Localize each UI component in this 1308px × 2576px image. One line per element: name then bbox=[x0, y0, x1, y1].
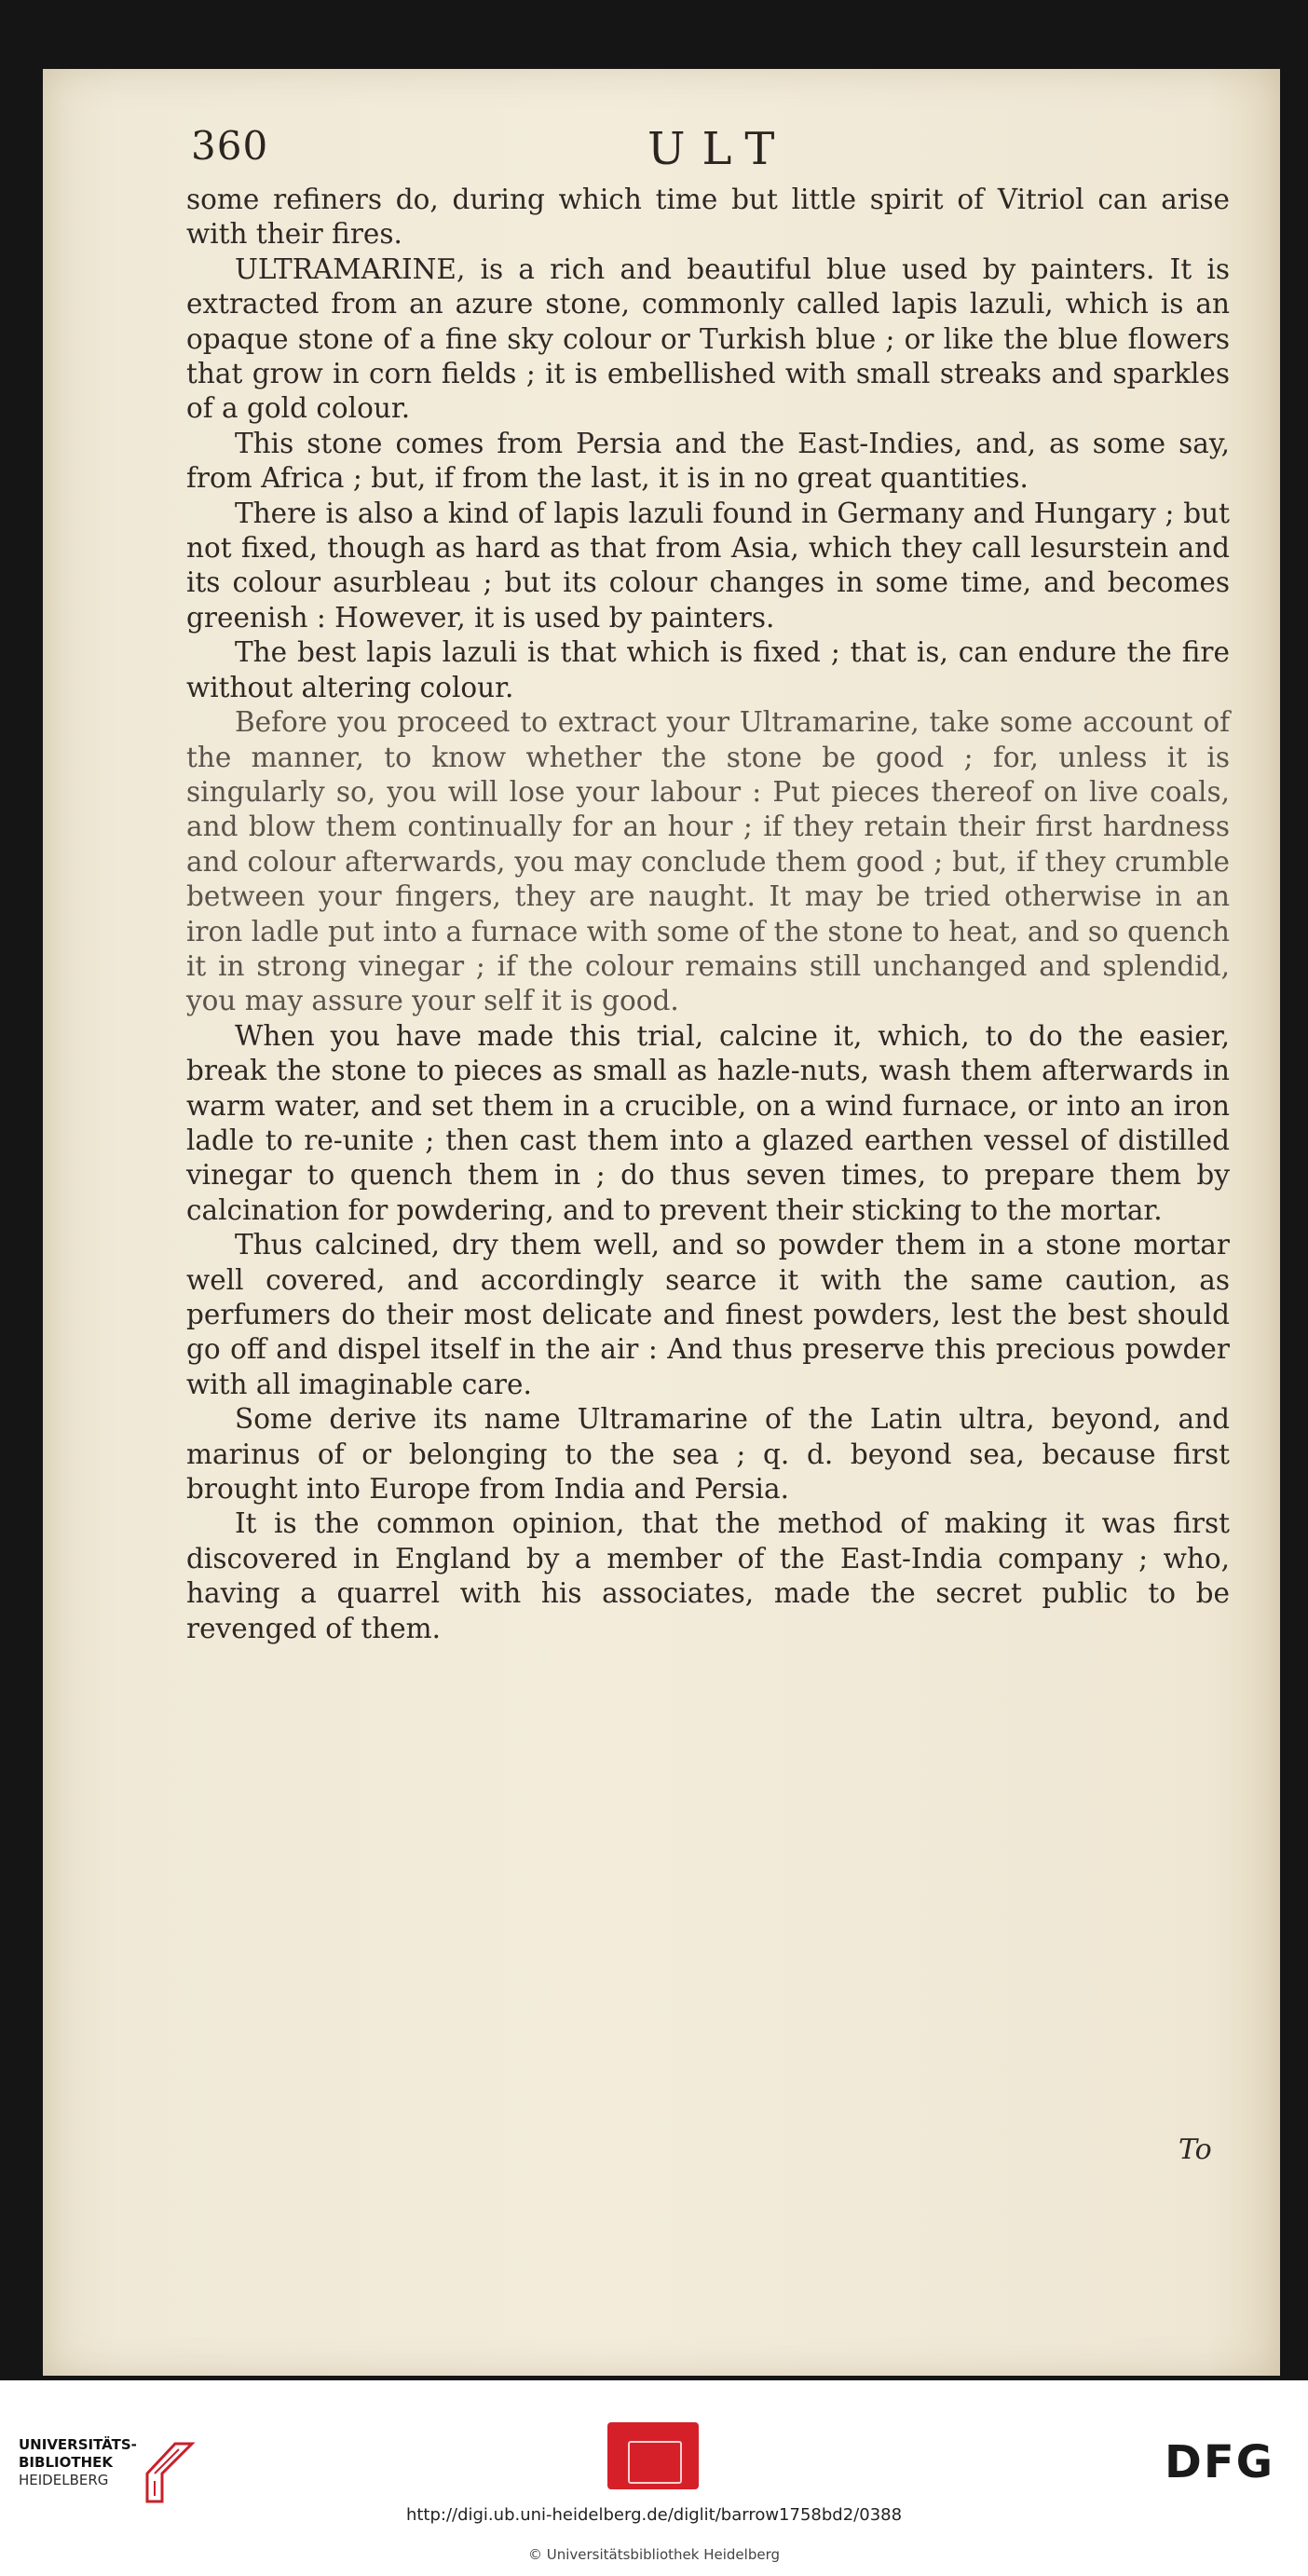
permalink-url[interactable]: http://digi.ub.uni-heidelberg.de/diglit/barrow1758bd2/0388 bbox=[405, 2505, 903, 2525]
emblem-frame bbox=[628, 2441, 682, 2484]
library-name bbox=[19, 2436, 140, 2489]
library-mark-icon bbox=[140, 2436, 196, 2505]
paragraph-best-lapis: The best lapis lazuli is that which is fixed ; that is, can endure the fire without altering colour. bbox=[186, 636, 1230, 703]
dfg-logo-icon[interactable] bbox=[1165, 2438, 1286, 2483]
copyright-notice: © Universitätsbibliothek Heidelberg bbox=[527, 2546, 780, 2563]
catchword: To bbox=[1179, 2133, 1212, 2166]
library-name-line3: HEIDELBERG bbox=[19, 2472, 109, 2488]
paragraph-ultramarine: ULTRAMARINE, is a rich and beautiful blue used by painters. It is extracted from an azure stone, commonly called lapis lazuli, which is an opaque stone of a fine sky colour or Turkish blue ; or like the blue flowers that grow in corn fields ; it is embellished with small streaks and sparkles of a gold colour. bbox=[186, 252, 1230, 425]
library-name-line2: BIBLIOTHEK bbox=[19, 2454, 113, 2471]
viewer-footer bbox=[0, 2380, 1308, 2576]
digitization-emblem-icon[interactable] bbox=[607, 2422, 699, 2489]
paragraph-germany: There is also a kind of lapis lazuli found in Germany and Hungary ; but not fixed, though as hard as that from Asia, which they call lesurstein and its colour asurbleau ; but its colour changes in some time, and becomes greenish : However, it is used by painters. bbox=[186, 497, 1230, 634]
paragraph-calcine: When you have made this trial, calcine it, which, to do the easier, break the stone to pieces as small as hazle-nuts, wash them afterwards in warm water, and set them in a crucible, on a wind furnace, or into an iron ladle to re-unite ; then cast them into a glazed earthen vessel of distilled vinegar to quench them in ; do thus seven times, to prepare them by calcination for powdering, and to prevent their sticking to the mortar. bbox=[186, 1019, 1230, 1226]
paragraph-powder: Thus calcined, dry them well, and so powder them in a stone mortar well covered, and accordingly searce it with the same caution, as perfumers do their most delicate and finest powders, lest the best should go off and dispel itself in the air : And thus preserve this precious powder with all imaginable care. bbox=[186, 1229, 1230, 1400]
running-head: ULT bbox=[647, 123, 792, 175]
page-header bbox=[191, 123, 1225, 179]
paragraph-testing: Before you proceed to extract your Ultramarine, take some account of the manner, to know whether the stone be good ; for, unless it is singularly so, you will lose your labour : Put pieces thereof on live coals, and blow them continually for an hour ; if they retain their first hardness and colour afterwards, you may conclude them good ; but, if they crumble between your fingers, they are naught. It may be tried otherwise in an iron ladle put into a furnace with some of the stone to heat, and so quench it in strong vinegar ; if the colour remains still unchanged and splendid, you may assure your self it is good. bbox=[186, 706, 1230, 1017]
paragraph-origin: This stone comes from Persia and the East-Indies, and, as some say, from Africa ; but, if from the last, it is in no great quantities. bbox=[186, 427, 1230, 495]
paragraph-discovery: It is the common opinion, that the method of making it was first discovered in England by a member of the East-India company ; who, having a quarrel with his associates, made the secret public to be revenged of them. bbox=[186, 1507, 1230, 1644]
paragraph-etymology: Some derive its name Ultramarine of the Latin ultra, beyond, and marinus of or belonging to the sea ; q. d. beyond sea, because first brought into Europe from India and Persia. bbox=[186, 1403, 1230, 1506]
dfg-logo-text: DFG bbox=[1165, 2438, 1275, 2483]
paragraph-continued: some refiners do, during which time but little spirit of Vitriol can arise with their fires. bbox=[186, 184, 1230, 251]
university-library-logo[interactable] bbox=[19, 2436, 196, 2511]
page-number: 360 bbox=[191, 123, 269, 169]
body-text bbox=[186, 183, 1230, 1646]
library-name-line1: UNIVERSITÄTS- bbox=[19, 2436, 137, 2453]
